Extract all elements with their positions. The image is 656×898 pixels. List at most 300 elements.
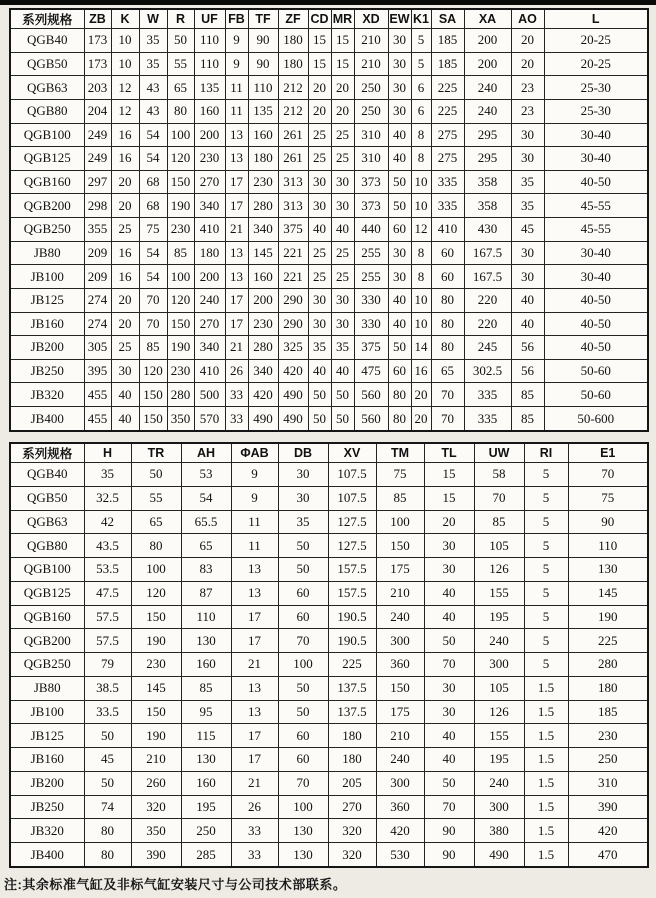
dimension-cell: 420	[376, 819, 424, 843]
dimension-cell: 50	[388, 194, 411, 218]
dimension-cell: 30-40	[544, 147, 648, 171]
dimension-cell: 150	[131, 605, 181, 629]
dimension-cell: 160	[181, 653, 231, 677]
column-header: 系列规格	[10, 443, 84, 463]
footnote: 注:其余标准气缸及非标气缸安装尺寸与公司技术部联系。	[4, 877, 347, 892]
dimension-cell: 180	[328, 748, 376, 772]
dimension-cell: 40	[111, 407, 139, 432]
column-header: TR	[131, 443, 181, 463]
dimension-cell: 70	[431, 383, 464, 407]
table-row	[10, 748, 648, 772]
table-header-row	[10, 443, 648, 463]
table-row	[10, 288, 648, 312]
dimension-cell: 230	[568, 724, 648, 748]
dimension-cell: 57.5	[84, 605, 131, 629]
dimension-cell: 240	[464, 99, 511, 123]
column-header: ZF	[278, 9, 308, 29]
dimension-cell: 54	[139, 265, 167, 289]
dimension-cell: 300	[376, 629, 424, 653]
dimension-cell: 80	[431, 312, 464, 336]
dimension-cell: 410	[194, 359, 225, 383]
dimension-cell: 90	[424, 843, 474, 868]
dimension-cell: 200	[248, 288, 278, 312]
dimension-cell: 20	[308, 99, 331, 123]
dimension-cell: 80	[431, 288, 464, 312]
dimension-cell: 335	[431, 194, 464, 218]
dimension-cell: 5	[411, 29, 431, 53]
dimension-cell: 1.5	[524, 819, 568, 843]
dimension-cell: 9	[225, 29, 248, 53]
dimension-cell: 30	[388, 76, 411, 100]
dimension-cell: 330	[354, 312, 388, 336]
dimension-cell: 35	[84, 463, 131, 487]
table-row	[10, 819, 648, 843]
dimension-cell: 30	[388, 241, 411, 265]
dimension-cell: 50	[278, 558, 328, 582]
dimension-cell: 60	[278, 724, 328, 748]
dimension-cell: 85	[376, 486, 424, 510]
dimension-cell: 6	[411, 76, 431, 100]
dimension-cell: 150	[139, 383, 167, 407]
dimension-cell: 70	[139, 312, 167, 336]
dimension-cell: 313	[278, 170, 308, 194]
dimension-cell: 240	[474, 629, 524, 653]
dimension-cell: 55	[131, 486, 181, 510]
dimension-cell: 120	[167, 147, 194, 171]
dimension-cell: 50	[424, 629, 474, 653]
dimension-cell: 5	[524, 629, 568, 653]
dimension-cell: 220	[464, 312, 511, 336]
dimension-cell: 210	[131, 748, 181, 772]
table-row	[10, 76, 648, 100]
dimension-cell: 195	[474, 748, 524, 772]
dimension-cell: 100	[278, 653, 328, 677]
dimension-cell: 17	[231, 748, 278, 772]
dimension-cell: 390	[131, 843, 181, 868]
dimension-cell: 204	[84, 99, 111, 123]
dimension-cell: 10	[411, 288, 431, 312]
dimension-cell: 70	[278, 629, 328, 653]
dimension-cell: 90	[568, 510, 648, 534]
dimension-cell: 60	[431, 265, 464, 289]
dimension-cell: 30	[111, 359, 139, 383]
dimension-cell: 40	[331, 359, 354, 383]
dimension-cell: 455	[84, 407, 111, 432]
dimension-cell: 11	[231, 534, 278, 558]
dimension-cell: 470	[568, 843, 648, 868]
dimension-cell: 8	[411, 265, 431, 289]
dimension-cell: 180	[568, 676, 648, 700]
dimension-cell: 310	[568, 771, 648, 795]
dimension-cell: 137.5	[328, 700, 376, 724]
dimension-cell: 10	[111, 52, 139, 76]
dimension-cell: 75	[139, 218, 167, 242]
dimension-cell: 6	[411, 99, 431, 123]
dimension-cell: 167.5	[464, 265, 511, 289]
dimension-cell: 30	[511, 241, 544, 265]
dimension-cell: 250	[181, 819, 231, 843]
dimension-cell: 20	[111, 170, 139, 194]
table-row	[10, 147, 648, 171]
dimension-cell: 135	[194, 76, 225, 100]
dimension-cell: 60	[431, 241, 464, 265]
series-spec-cell: QGB63	[10, 510, 84, 534]
table-row	[10, 194, 648, 218]
dimension-cell: 195	[474, 605, 524, 629]
dimension-cell: 70	[278, 771, 328, 795]
column-header: RI	[524, 443, 568, 463]
dimension-cell: 15	[424, 486, 474, 510]
dimension-cell: 85	[167, 241, 194, 265]
dimension-cell: 35	[511, 170, 544, 194]
dimension-cell: 25	[308, 265, 331, 289]
dimension-cell: 180	[278, 29, 308, 53]
dimension-cell: 35	[139, 52, 167, 76]
dimension-cell: 25	[308, 123, 331, 147]
dimension-cell: 270	[328, 795, 376, 819]
column-header: ZB	[84, 9, 111, 29]
dimension-cell: 65	[167, 76, 194, 100]
dimension-cell: 30	[308, 288, 331, 312]
dimension-cell: 45	[511, 218, 544, 242]
dimension-cell: 150	[376, 534, 424, 558]
dimension-cell: 240	[376, 605, 424, 629]
table-row	[10, 99, 648, 123]
dimension-cell: 105	[474, 534, 524, 558]
column-header: XD	[354, 9, 388, 29]
table-row	[10, 724, 648, 748]
dimension-cell: 245	[464, 336, 511, 360]
series-spec-cell: QGB125	[10, 581, 84, 605]
dimension-cell: 70	[424, 653, 474, 677]
dimension-cell: 25	[111, 218, 139, 242]
dimension-cell: 261	[278, 147, 308, 171]
dimension-cell: 5	[524, 558, 568, 582]
dimension-cell: 155	[474, 581, 524, 605]
dimension-cell: 570	[194, 407, 225, 432]
series-spec-cell: QGB200	[10, 194, 84, 218]
dimension-cell: 300	[474, 653, 524, 677]
column-header: MR	[331, 9, 354, 29]
dimension-cell: 305	[84, 336, 111, 360]
dimension-cell: 280	[568, 653, 648, 677]
dimension-cell: 190	[167, 336, 194, 360]
dimension-cell: 13	[225, 123, 248, 147]
series-spec-cell: JB80	[10, 241, 84, 265]
dimension-cell: 17	[231, 605, 278, 629]
dimension-cell: 80	[84, 819, 131, 843]
dimension-cell: 70	[474, 486, 524, 510]
dimension-cell: 85	[511, 383, 544, 407]
dimension-cell: 190.5	[328, 605, 376, 629]
dimension-cell: 25	[308, 147, 331, 171]
dimension-cell: 15	[331, 29, 354, 53]
dimension-cell: 373	[354, 170, 388, 194]
table-row	[10, 629, 648, 653]
dimension-cell: 373	[354, 194, 388, 218]
dimension-cell: 16	[111, 123, 139, 147]
dimension-cell: 25	[308, 241, 331, 265]
dimension-cell: 210	[354, 52, 388, 76]
dimension-cell: 56	[511, 359, 544, 383]
dimension-cell: 20	[411, 383, 431, 407]
dimension-cell: 8	[411, 123, 431, 147]
dimension-cell: 50	[278, 676, 328, 700]
dimension-cell: 225	[568, 629, 648, 653]
dimension-cell: 30-40	[544, 241, 648, 265]
series-spec-cell: QGB50	[10, 486, 84, 510]
dimension-cell: 20	[111, 194, 139, 218]
series-spec-cell: JB250	[10, 359, 84, 383]
dimension-cell: 249	[84, 123, 111, 147]
dimension-cell: 40-50	[544, 312, 648, 336]
dimension-cell: 17	[225, 194, 248, 218]
dimension-cell: 127.5	[328, 534, 376, 558]
column-header: K1	[411, 9, 431, 29]
series-spec-cell: QGB80	[10, 534, 84, 558]
dimension-cell: 21	[231, 653, 278, 677]
dimension-cell: 310	[354, 147, 388, 171]
dimension-cell: 33	[225, 407, 248, 432]
dimension-cell: 110	[248, 76, 278, 100]
dimension-cell: 145	[248, 241, 278, 265]
dimension-cell: 180	[194, 241, 225, 265]
dimension-cell: 40-50	[544, 170, 648, 194]
table-row	[10, 407, 648, 432]
dimension-cell: 275	[431, 123, 464, 147]
table-row	[10, 312, 648, 336]
dimension-cell: 203	[84, 76, 111, 100]
dimension-cell: 30	[424, 534, 474, 558]
dimension-cell: 75	[568, 486, 648, 510]
dimension-cell: 173	[84, 29, 111, 53]
dimension-cell: 50	[84, 724, 131, 748]
dimension-cell: 60	[388, 359, 411, 383]
dimension-cell: 225	[431, 99, 464, 123]
dimension-cell: 190	[131, 724, 181, 748]
dimension-cell: 12	[111, 99, 139, 123]
dimension-cell: 16	[411, 359, 431, 383]
dimension-cell: 160	[194, 99, 225, 123]
dimension-cell: 30-40	[544, 123, 648, 147]
dimension-cell: 16	[111, 147, 139, 171]
series-spec-cell: JB125	[10, 288, 84, 312]
series-spec-cell: QGB125	[10, 147, 84, 171]
dimension-cell: 190	[167, 194, 194, 218]
dimension-cell: 225	[328, 653, 376, 677]
dimension-cell: 285	[181, 843, 231, 868]
dimension-cell: 50	[331, 407, 354, 432]
dimension-cell: 160	[248, 123, 278, 147]
dimension-cell: 250	[354, 99, 388, 123]
dimension-cell: 335	[464, 383, 511, 407]
dimension-cell: 260	[131, 771, 181, 795]
dimension-cell: 40	[424, 605, 474, 629]
dimension-cell: 335	[464, 407, 511, 432]
dimension-cell: 185	[568, 700, 648, 724]
series-spec-cell: QGB250	[10, 653, 84, 677]
dimension-cell: 85	[139, 336, 167, 360]
table-row	[10, 843, 648, 868]
dimension-cell: 60	[388, 218, 411, 242]
dimension-cell: 65	[431, 359, 464, 383]
table-row	[10, 383, 648, 407]
dimension-cell: 25-30	[544, 99, 648, 123]
table-row	[10, 653, 648, 677]
dimension-cell: 17	[231, 724, 278, 748]
dimension-cell: 17	[225, 312, 248, 336]
column-header: CD	[308, 9, 331, 29]
dimension-cell: 35	[331, 336, 354, 360]
dimension-cell: 40	[511, 312, 544, 336]
dimension-cell: 255	[354, 241, 388, 265]
dimension-cell: 30	[388, 265, 411, 289]
dimension-cell: 80	[84, 843, 131, 868]
dimension-cell: 127.5	[328, 510, 376, 534]
dimension-cell: 70	[139, 288, 167, 312]
dimension-cell: 270	[194, 170, 225, 194]
table-row	[10, 336, 648, 360]
dimension-cell: 120	[131, 581, 181, 605]
dimension-cell: 50	[424, 771, 474, 795]
dimension-cell: 40	[388, 288, 411, 312]
dimension-cell: 95	[181, 700, 231, 724]
dimension-cell: 70	[568, 463, 648, 487]
series-spec-cell: QGB250	[10, 218, 84, 242]
dimension-cell: 40	[388, 123, 411, 147]
dimension-cell: 355	[84, 218, 111, 242]
dimension-cell: 65.5	[181, 510, 231, 534]
dimension-cell: 255	[354, 265, 388, 289]
table-header-row	[10, 9, 648, 29]
dimension-cell: 20	[424, 510, 474, 534]
series-spec-cell: QGB50	[10, 52, 84, 76]
mounting-dimensions-table-2	[9, 442, 649, 868]
dimension-cell: 33	[225, 383, 248, 407]
column-header: FB	[225, 9, 248, 29]
dimension-cell: 30	[511, 147, 544, 171]
dimension-cell: 13	[225, 265, 248, 289]
dimension-cell: 195	[181, 795, 231, 819]
dimension-cell: 160	[248, 265, 278, 289]
dimension-cell: 5	[524, 486, 568, 510]
dimension-cell: 200	[194, 265, 225, 289]
dimension-cell: 83	[181, 558, 231, 582]
dimension-cell: 340	[194, 194, 225, 218]
dimension-cell: 16	[111, 241, 139, 265]
dimension-cell: 5	[524, 605, 568, 629]
dimension-cell: 185	[431, 29, 464, 53]
dimension-cell: 65	[131, 510, 181, 534]
dimension-cell: 40	[424, 581, 474, 605]
series-spec-cell: QGB40	[10, 29, 84, 53]
dimension-cell: 130	[568, 558, 648, 582]
dimension-cell: 25-30	[544, 76, 648, 100]
dimension-cell: 200	[464, 29, 511, 53]
column-header: AH	[181, 443, 231, 463]
dimension-cell: 40	[308, 218, 331, 242]
dimension-cell: 295	[464, 123, 511, 147]
series-spec-cell: JB125	[10, 724, 84, 748]
dimension-cell: 137.5	[328, 676, 376, 700]
dimension-cell: 30	[308, 194, 331, 218]
dimension-cell: 430	[464, 218, 511, 242]
dimension-cell: 11	[225, 76, 248, 100]
dimension-cell: 40	[111, 383, 139, 407]
dimension-cell: 20	[331, 76, 354, 100]
dimension-cell: 50	[308, 407, 331, 432]
dimension-cell: 9	[225, 52, 248, 76]
dimension-cell: 23	[511, 76, 544, 100]
dimension-cell: 360	[376, 653, 424, 677]
dimension-cell: 50-600	[544, 407, 648, 432]
dimension-cell: 8	[411, 241, 431, 265]
dimension-cell: 157.5	[328, 581, 376, 605]
dimension-cell: 560	[354, 383, 388, 407]
dimension-cell: 180	[278, 52, 308, 76]
dimension-cell: 30	[511, 265, 544, 289]
dimension-cell: 1.5	[524, 700, 568, 724]
series-spec-cell: JB400	[10, 843, 84, 868]
dimension-cell: 475	[354, 359, 388, 383]
table-row	[10, 170, 648, 194]
series-spec-cell: QGB100	[10, 123, 84, 147]
column-header: EW	[388, 9, 411, 29]
dimension-cell: 110	[194, 52, 225, 76]
dimension-cell: 275	[431, 147, 464, 171]
series-spec-cell: JB200	[10, 771, 84, 795]
dimension-cell: 130	[278, 843, 328, 868]
dimension-cell: 455	[84, 383, 111, 407]
table-row	[10, 359, 648, 383]
dimension-cell: 74	[84, 795, 131, 819]
dimension-cell: 80	[388, 407, 411, 432]
dimension-cell: 107.5	[328, 486, 376, 510]
table-row	[10, 241, 648, 265]
dimension-cell: 410	[194, 218, 225, 242]
column-header: DB	[278, 443, 328, 463]
dimension-cell: 320	[328, 819, 376, 843]
dimension-cell: 100	[167, 123, 194, 147]
dimension-cell: 56	[511, 336, 544, 360]
dimension-cell: 50	[388, 170, 411, 194]
column-header: L	[544, 9, 648, 29]
dimension-cell: 110	[181, 605, 231, 629]
dimension-cell: 167.5	[464, 241, 511, 265]
dimension-cell: 560	[354, 407, 388, 432]
dimension-cell: 107.5	[328, 463, 376, 487]
dimension-cell: 274	[84, 312, 111, 336]
dimension-cell: 15	[308, 52, 331, 76]
dimension-cell: 313	[278, 194, 308, 218]
dimension-cell: 16	[111, 265, 139, 289]
dimension-cell: 50	[131, 463, 181, 487]
column-header: TM	[376, 443, 424, 463]
dimension-cell: 25	[111, 336, 139, 360]
dimension-cell: 20	[511, 29, 544, 53]
dimension-cell: 9	[231, 486, 278, 510]
table-row	[10, 581, 648, 605]
dimension-cell: 80	[131, 534, 181, 558]
dimension-cell: 280	[248, 336, 278, 360]
dimension-cell: 297	[84, 170, 111, 194]
series-spec-cell: QGB160	[10, 605, 84, 629]
column-header: 系列规格	[10, 9, 84, 29]
dimension-cell: 5	[524, 510, 568, 534]
series-spec-cell: JB80	[10, 676, 84, 700]
dimension-cell: 230	[167, 359, 194, 383]
table-row	[10, 771, 648, 795]
